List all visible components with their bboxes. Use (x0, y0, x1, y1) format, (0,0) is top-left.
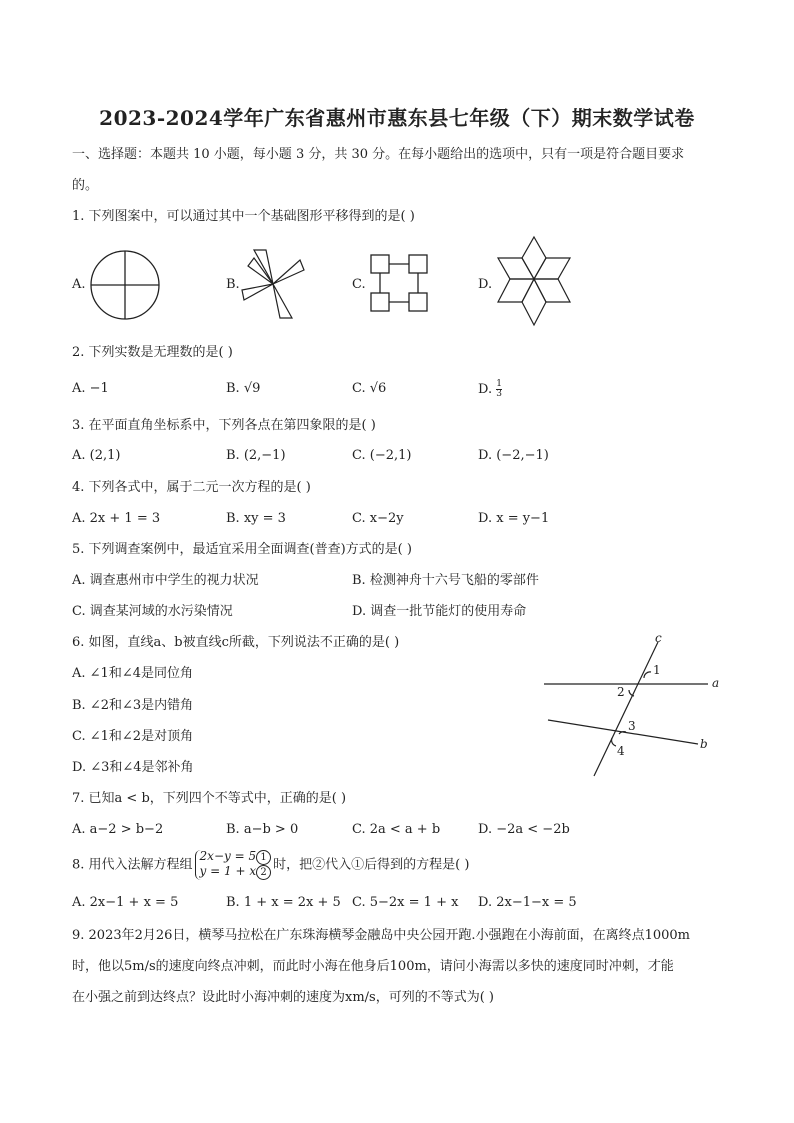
q5-option-b: B. 检测神舟十六号飞船的零部件 (352, 573, 539, 588)
section-instructions-line2: 的。 (72, 178, 99, 193)
q8-eq2-marker: 2 (256, 865, 271, 880)
q6-option-c: C. ∠1和∠2是对顶角 (72, 729, 194, 744)
q8-eq1 (200, 849, 272, 863)
q1-option-b-label: B. (226, 277, 240, 292)
q1-option-d-label: D. (478, 277, 493, 292)
q8-eq1-marker: 1 (256, 850, 271, 865)
q8-stem-post: 时，把②代入①后得到的方程是( ) (273, 857, 470, 873)
question-3-stem: 3. 在平面直角坐标系中，下列各点在第四象限的是( ) (72, 418, 376, 433)
q2-option-c: C. √6 (352, 381, 387, 396)
q6-option-b: B. ∠2和∠3是内错角 (72, 698, 194, 713)
label-c: c (655, 631, 662, 645)
label-a: a (712, 676, 720, 690)
question-4-stem: 4. 下列各式中，属于二元一次方程的是( ) (72, 480, 311, 495)
q3-option-d: D. (−2,−1) (478, 448, 549, 463)
question-5-stem: 5. 下列调查案例中，最适宜采用全面调查(普查)方式的是( ) (72, 542, 412, 557)
fraction-denominator: 3 (496, 389, 502, 399)
q8-eq2 (200, 864, 272, 878)
q4-option-b: B. xy = 3 (226, 511, 286, 526)
question-9-line3: 在小强之前到达终点？设此时小海冲刺的速度为xm/s，可列的不等式为( ) (72, 990, 494, 1005)
angle-4-arc (612, 738, 616, 746)
q4-option-d: D. x = y−1 (478, 511, 550, 526)
line-c (594, 642, 658, 776)
q8-option-b: B. 1 + x = 2x + 5 (226, 895, 341, 910)
q2-option-a: A. −1 (72, 381, 109, 396)
q1-option-c-figure (367, 251, 431, 315)
question-9-line1: 9. 2023年2月26日，横琴马拉松在广东珠海横琴金融岛中央公园开跑.小强跑在小海前面，在离终点1000m (72, 928, 690, 943)
q1-option-a-figure (88, 248, 162, 322)
q7-option-a: A. a−2 > b−2 (72, 822, 164, 837)
q7-option-b: B. a−b > 0 (226, 822, 299, 837)
q3-option-a: A. (2,1) (72, 448, 121, 463)
q3-option-b: B. (2,−1) (226, 448, 286, 463)
label-3: 3 (628, 719, 636, 733)
section-instructions-line1: 一、选择题：本题共 10 小题，每小题 3 分，共 30 分。在每小题给出的选项中，只有一项是符合题目要求 (72, 147, 685, 162)
fraction-numerator: 1 (496, 379, 502, 389)
label-1: 1 (653, 663, 661, 677)
q7-option-d: D. −2a < −2b (478, 822, 570, 837)
q3-option-c: C. (−2,1) (352, 448, 412, 463)
q2-option-d-fraction (496, 380, 502, 399)
question-2-stem: 2. 下列实数是无理数的是( ) (72, 345, 233, 360)
q8-option-a: A. 2x−1 + x = 5 (72, 895, 179, 910)
question-1-stem: 1. 下列图案中，可以通过其中一个基础图形平移得到的是( ) (72, 209, 415, 224)
q1-option-c-label: C. (352, 277, 366, 292)
question-6-stem: 6. 如图，直线a、b被直线c所截，下列说法不正确的是( ) (72, 635, 400, 650)
q7-option-c: C. 2a < a + b (352, 822, 441, 837)
q4-option-a: A. 2x + 1 = 3 (72, 511, 161, 526)
q8-equation-system (195, 850, 272, 880)
q8-eq1-text: 2x−y = 5 (199, 849, 257, 863)
q2-option-b: B. √9 (226, 381, 261, 396)
q8-eq2-text: y = 1 + x (199, 864, 257, 878)
q4-option-c: C. x−2y (352, 511, 404, 526)
angle-1-arc (644, 672, 651, 678)
q1-option-b-figure (240, 248, 306, 320)
q1-option-a-label: A. (72, 277, 86, 292)
q6-option-a: A. ∠1和∠4是同位角 (72, 666, 193, 681)
q1-option-d-figure (493, 235, 575, 327)
question-7-stem: 7. 已知a < b，下列四个不等式中，正确的是( ) (72, 791, 347, 806)
q5-option-a: A. 调查惠州市中学生的视力状况 (72, 573, 259, 588)
label-4: 4 (617, 744, 625, 758)
question-8-stem (72, 850, 469, 880)
q5-option-c: C. 调查某河域的水污染情况 (72, 604, 233, 619)
q8-option-c: C. 5−2x = 1 + x (352, 895, 459, 910)
q5-option-d: D. 调查一批节能灯的使用寿命 (352, 604, 527, 619)
q6-option-d: D. ∠3和∠4是邻补角 (72, 760, 194, 775)
label-b: b (700, 737, 708, 751)
question-9-line2: 时，他以5m/s的速度向终点冲刺，而此时小海在他身后100m，请问小海需以多快的速度同时冲刺，才能 (72, 959, 674, 974)
label-2: 2 (617, 685, 625, 699)
q2-option-d (478, 380, 502, 399)
q2-option-d-label: D. (478, 382, 493, 397)
q6-parallel-lines-figure (540, 630, 730, 780)
q8-stem-pre: 8. 用代入法解方程组 (72, 857, 193, 873)
q8-option-d: D. 2x−1−x = 5 (478, 895, 577, 910)
page-title: 2023-2024学年广东省惠州市惠东县七年级（下）期末数学试卷 (99, 106, 695, 130)
